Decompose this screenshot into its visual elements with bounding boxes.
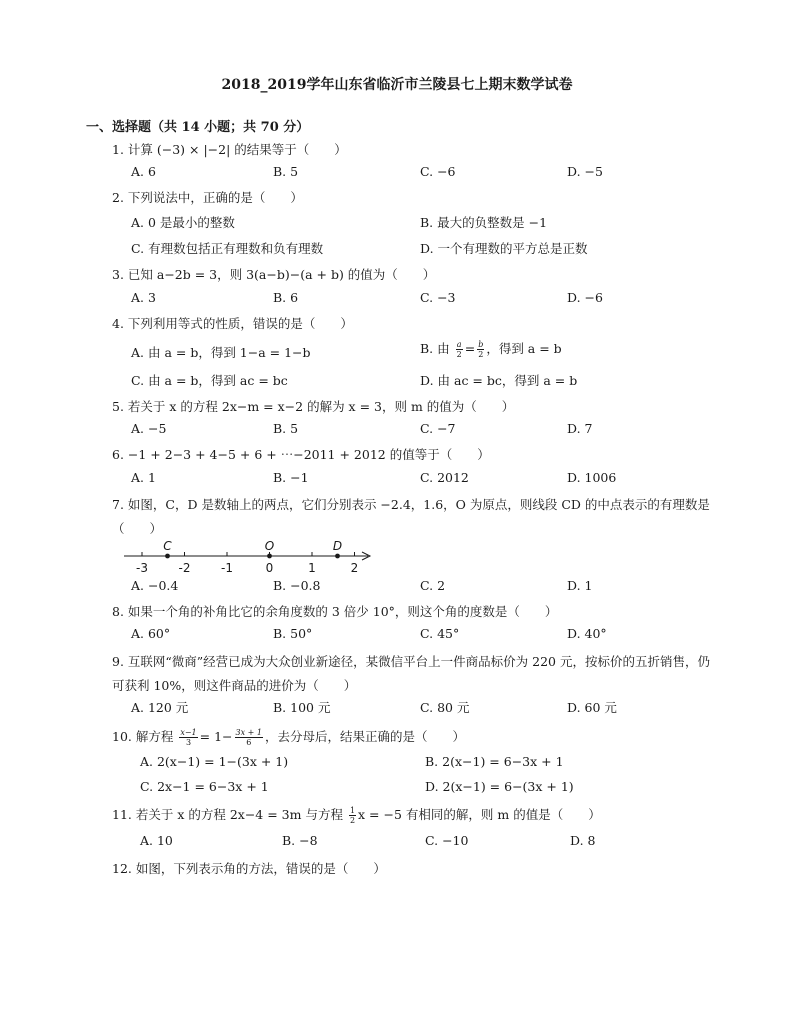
q10-stem-mid: = 1− (199, 729, 233, 744)
q5-option-d: D. 7 (567, 421, 593, 436)
q3-option-a: A. 3 (131, 290, 156, 305)
q2-option-c: C. 有理数包括正有理数和负有理数 (131, 241, 324, 256)
point-label-c: C (163, 539, 172, 553)
question-7-stem: 7. 如图，C，D 是数轴上的两点，它们分别表示 −2.4，1.6，O 为原点，则线段 CD 的中点表示的有理数是（ ） (112, 497, 710, 536)
q1-option-a: A. 6 (131, 164, 156, 179)
point-o (267, 554, 272, 559)
q5-option-b: B. 5 (273, 421, 299, 436)
q7-option-c: C. 2 (420, 578, 446, 593)
q5-option-c: C. −7 (420, 421, 456, 436)
q1-option-b: B. 5 (273, 164, 299, 179)
number-line-figure (118, 534, 380, 576)
q1-option-c: C. −6 (420, 164, 456, 179)
q10-stem-suffix: ，去分母后，结果正确的是（ ） (265, 729, 466, 744)
q9-option-b: B. 100 元 (273, 700, 331, 715)
q8-option-d: D. 40° (567, 626, 607, 641)
q10-fraction-2 (235, 728, 263, 747)
point-label-o: O (264, 539, 275, 553)
fraction-numerator: a (456, 340, 462, 349)
fraction-numerator: 1 (349, 806, 356, 815)
q11-option-d: D. 8 (570, 833, 596, 848)
q2-option-b: B. 最大的负整数是 −1 (420, 215, 548, 230)
section-heading: 一、选择题（共 14 小题；共 70 分） (86, 120, 310, 135)
q7-option-d: D. 1 (567, 578, 593, 593)
q11-option-b: B. −8 (282, 833, 318, 848)
q10-option-a: A. 2(x−1) = 1−(3x + 1) (140, 754, 289, 769)
q9-option-a: A. 120 元 (131, 700, 189, 715)
q10-option-c: C. 2x−1 = 6−3x + 1 (140, 779, 269, 794)
q11-stem-prefix: 11. 若关于 x 的方程 2x−4 = 3m 与方程 (112, 807, 343, 822)
question-6-stem: 6. −1 + 2−3 + 4−5 + 6 + ⋯−2011 + 2012 的值等于（ ） (112, 447, 490, 462)
fraction-denominator: 2 (349, 816, 356, 825)
question-12-stem: 12. 如图，下列表示角的方法，错误的是（ ） (112, 861, 386, 876)
q10-option-b: B. 2(x−1) = 6−3x + 1 (425, 754, 564, 769)
q8-option-b: B. 50° (273, 626, 313, 641)
fraction-numerator: x−1 (180, 728, 197, 737)
q4-option-c: C. 由 a = b，得到 ac = bc (131, 373, 288, 388)
q8-option-c: C. 45° (420, 626, 460, 641)
fraction-denominator: 2 (456, 350, 462, 359)
fraction-numerator: 3x + 1 (235, 728, 263, 737)
q5-option-a: A. −5 (131, 421, 167, 436)
q4-option-d: D. 由 ac = bc，得到 a = b (420, 373, 578, 388)
q7-option-a: A. −0.4 (131, 578, 179, 593)
question-3-stem: 3. 已知 a−2b = 3，则 3(a−b)−(a + b) 的值为（ ） (112, 267, 436, 282)
question-5-stem: 5. 若关于 x 的方程 2x−m = x−2 的解为 x = 3，则 m 的值为（ ） (112, 399, 515, 414)
q8-option-a: A. 60° (131, 626, 171, 641)
q4-b-prefix: B. 由 (420, 341, 450, 356)
q4-option-b (420, 339, 562, 359)
point-c (165, 554, 170, 559)
axis-tick-label: -3 (136, 561, 148, 575)
q2-option-a: A. 0 是最小的整数 (131, 215, 235, 230)
fraction-denominator: 3 (185, 738, 192, 747)
q4-b-suffix: ，得到 a = b (486, 341, 562, 356)
q10-fraction-1 (179, 728, 197, 747)
equals-sign: = (464, 341, 476, 356)
q4-option-a: A. 由 a = b，得到 1−a = 1−b (131, 345, 311, 360)
axis-tick-label: 1 (308, 561, 316, 575)
q3-option-b: B. 6 (273, 290, 299, 305)
axis-tick-label: 2 (350, 561, 359, 575)
q9-option-d: D. 60 元 (567, 700, 617, 715)
point-label-d: D (332, 539, 343, 553)
axis-tick-label: 0 (265, 561, 274, 575)
q6-option-a: A. 1 (131, 470, 156, 485)
q6-option-c: C. 2012 (420, 470, 469, 485)
q3-option-c: C. −3 (420, 290, 456, 305)
q7-option-b: B. −0.8 (273, 578, 321, 593)
question-1-stem: 1. 计算 (−3) × |−2| 的结果等于（ ） (112, 142, 347, 157)
q4-b-fraction-2 (477, 340, 484, 359)
question-8-stem: 8. 如果一个角的补角比它的余角度数的 3 倍少 10°，则这个角的度数是（ ） (112, 604, 558, 619)
q1-option-d: D. −5 (567, 164, 603, 179)
fraction-numerator: b (478, 340, 484, 349)
q11-stem-suffix: x = −5 有相同的解，则 m 的值是（ ） (358, 807, 601, 822)
q6-option-b: B. −1 (273, 470, 309, 485)
axis-tick-label: -1 (221, 561, 233, 575)
question-2-stem: 2. 下列说法中，正确的是（ ） (112, 190, 303, 205)
point-d (335, 554, 340, 559)
q11-option-c: C. −10 (425, 833, 469, 848)
question-11-stem (112, 806, 601, 825)
fraction-denominator: 6 (246, 738, 252, 747)
q10-option-d: D. 2(x−1) = 6−(3x + 1) (425, 779, 574, 794)
q2-option-d: D. 一个有理数的平方总是正数 (420, 241, 588, 256)
q6-option-d: D. 1006 (567, 470, 617, 485)
q9-option-c: C. 80 元 (420, 700, 470, 715)
question-10-stem (112, 728, 465, 747)
q11-fraction (349, 806, 356, 825)
axis-tick-label: -2 (178, 561, 191, 575)
question-4-stem: 4. 下列利用等式的性质，错误的是（ ） (112, 316, 353, 331)
page-title: 2018_2019学年山东省临沂市兰陵县七上期末数学试卷 (221, 77, 573, 93)
q11-option-a: A. 10 (140, 833, 173, 848)
q3-option-d: D. −6 (567, 290, 603, 305)
q10-stem-prefix: 10. 解方程 (112, 729, 174, 744)
fraction-denominator: 2 (478, 350, 484, 359)
q4-b-fraction-1 (456, 340, 463, 359)
question-9-stem: 9. 互联网“微商”经营已成为大众创业新途径，某微信平台上一件商品标价为 220 元，按标价的五折销售，仍可获利 10%，则这件商品的进价为（ ） (112, 654, 710, 693)
